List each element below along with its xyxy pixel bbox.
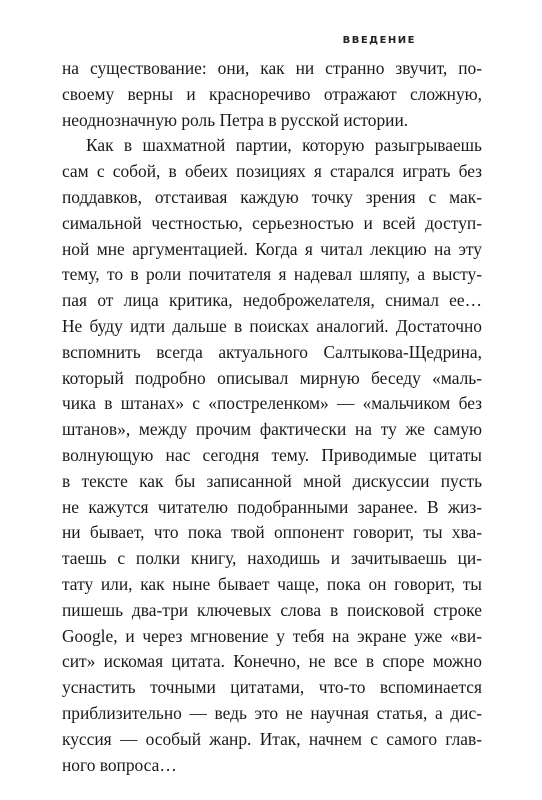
- text-line: не кажутся читателю подобранными заранее. В жиз-: [62, 496, 482, 517]
- running-head: ВВЕДЕНИЕ: [342, 35, 416, 46]
- text-line: ной мне аргументацией. Когда я читал лекцию на эту: [62, 238, 482, 259]
- paragraph-start-line: Как в шахматной партии, которую разыгрываешь: [86, 135, 482, 156]
- text-line: [62, 391, 482, 417]
- text-line: ного вопроса…: [62, 754, 177, 775]
- text-line: тему, то в роли почитателя я надевал шляпу, а высту-: [62, 264, 482, 285]
- text-line: [62, 366, 482, 392]
- text-line: вспомнить всегда актуального Салтыкова-Щедрина,: [62, 341, 482, 362]
- text-line: неоднозначную роль Петра в русской истории.: [62, 109, 409, 130]
- text-line: куссия — особый жанр. Итак, начнем с самого глав-: [62, 728, 482, 749]
- text-line: в тексте как бы записанной мной дискуссии пусть: [62, 470, 482, 491]
- text-line: Google, и через мгновение у тебя на экране уже «ви-: [62, 625, 482, 646]
- text-line: волнующую нас сегодня тему. Приводимые цитаты: [62, 444, 482, 465]
- text-line: своему верны и красноречиво отражают сложную,: [62, 83, 482, 104]
- text-line: на существование: они, как ни странно звучит, по-: [62, 58, 482, 78]
- text-line: поддавков, отстаивая каждую точку зрения с мак-: [62, 186, 482, 207]
- text-line: ни бывает, что пока твой оппонент говорит, ты хва-: [62, 522, 482, 543]
- text-line: сит» искомая цитата. Конечно, не все в споре можно: [62, 651, 482, 672]
- text-line: уснастить точными цитатами, что-то вспоминается: [62, 677, 482, 698]
- text-line-part: чика в штанах» с «постреленком» — «мальчиком без: [62, 393, 482, 414]
- text-line: таешь с полки книгу, находишь и зачитываешь ци-: [62, 548, 482, 569]
- text-line: тату или, как ныне бывает чаще, пока он говорит, ты: [62, 573, 482, 594]
- text-line: пишешь два-три ключевых слова в поисковой строке: [62, 599, 482, 620]
- text-line: пая от лица критика, недоброжелателя, снимал ее…: [62, 290, 482, 311]
- text-line: сам с собой, в обеих позициях я старался играть без: [62, 161, 482, 182]
- text-line-part: который подробно описывал мирную беседу «маль-: [62, 367, 482, 388]
- text-line: симальной честностью, серьезностью и всей доступ-: [62, 212, 482, 233]
- body-text: [62, 56, 482, 778]
- text-line: приблизительно — ведь это не научная статья, а дис-: [62, 702, 482, 723]
- text-line: Не буду идти дальше в поисках аналогий. Достаточно: [62, 315, 482, 336]
- text-line: штанов», между прочим фактически на ту же самую: [62, 419, 482, 440]
